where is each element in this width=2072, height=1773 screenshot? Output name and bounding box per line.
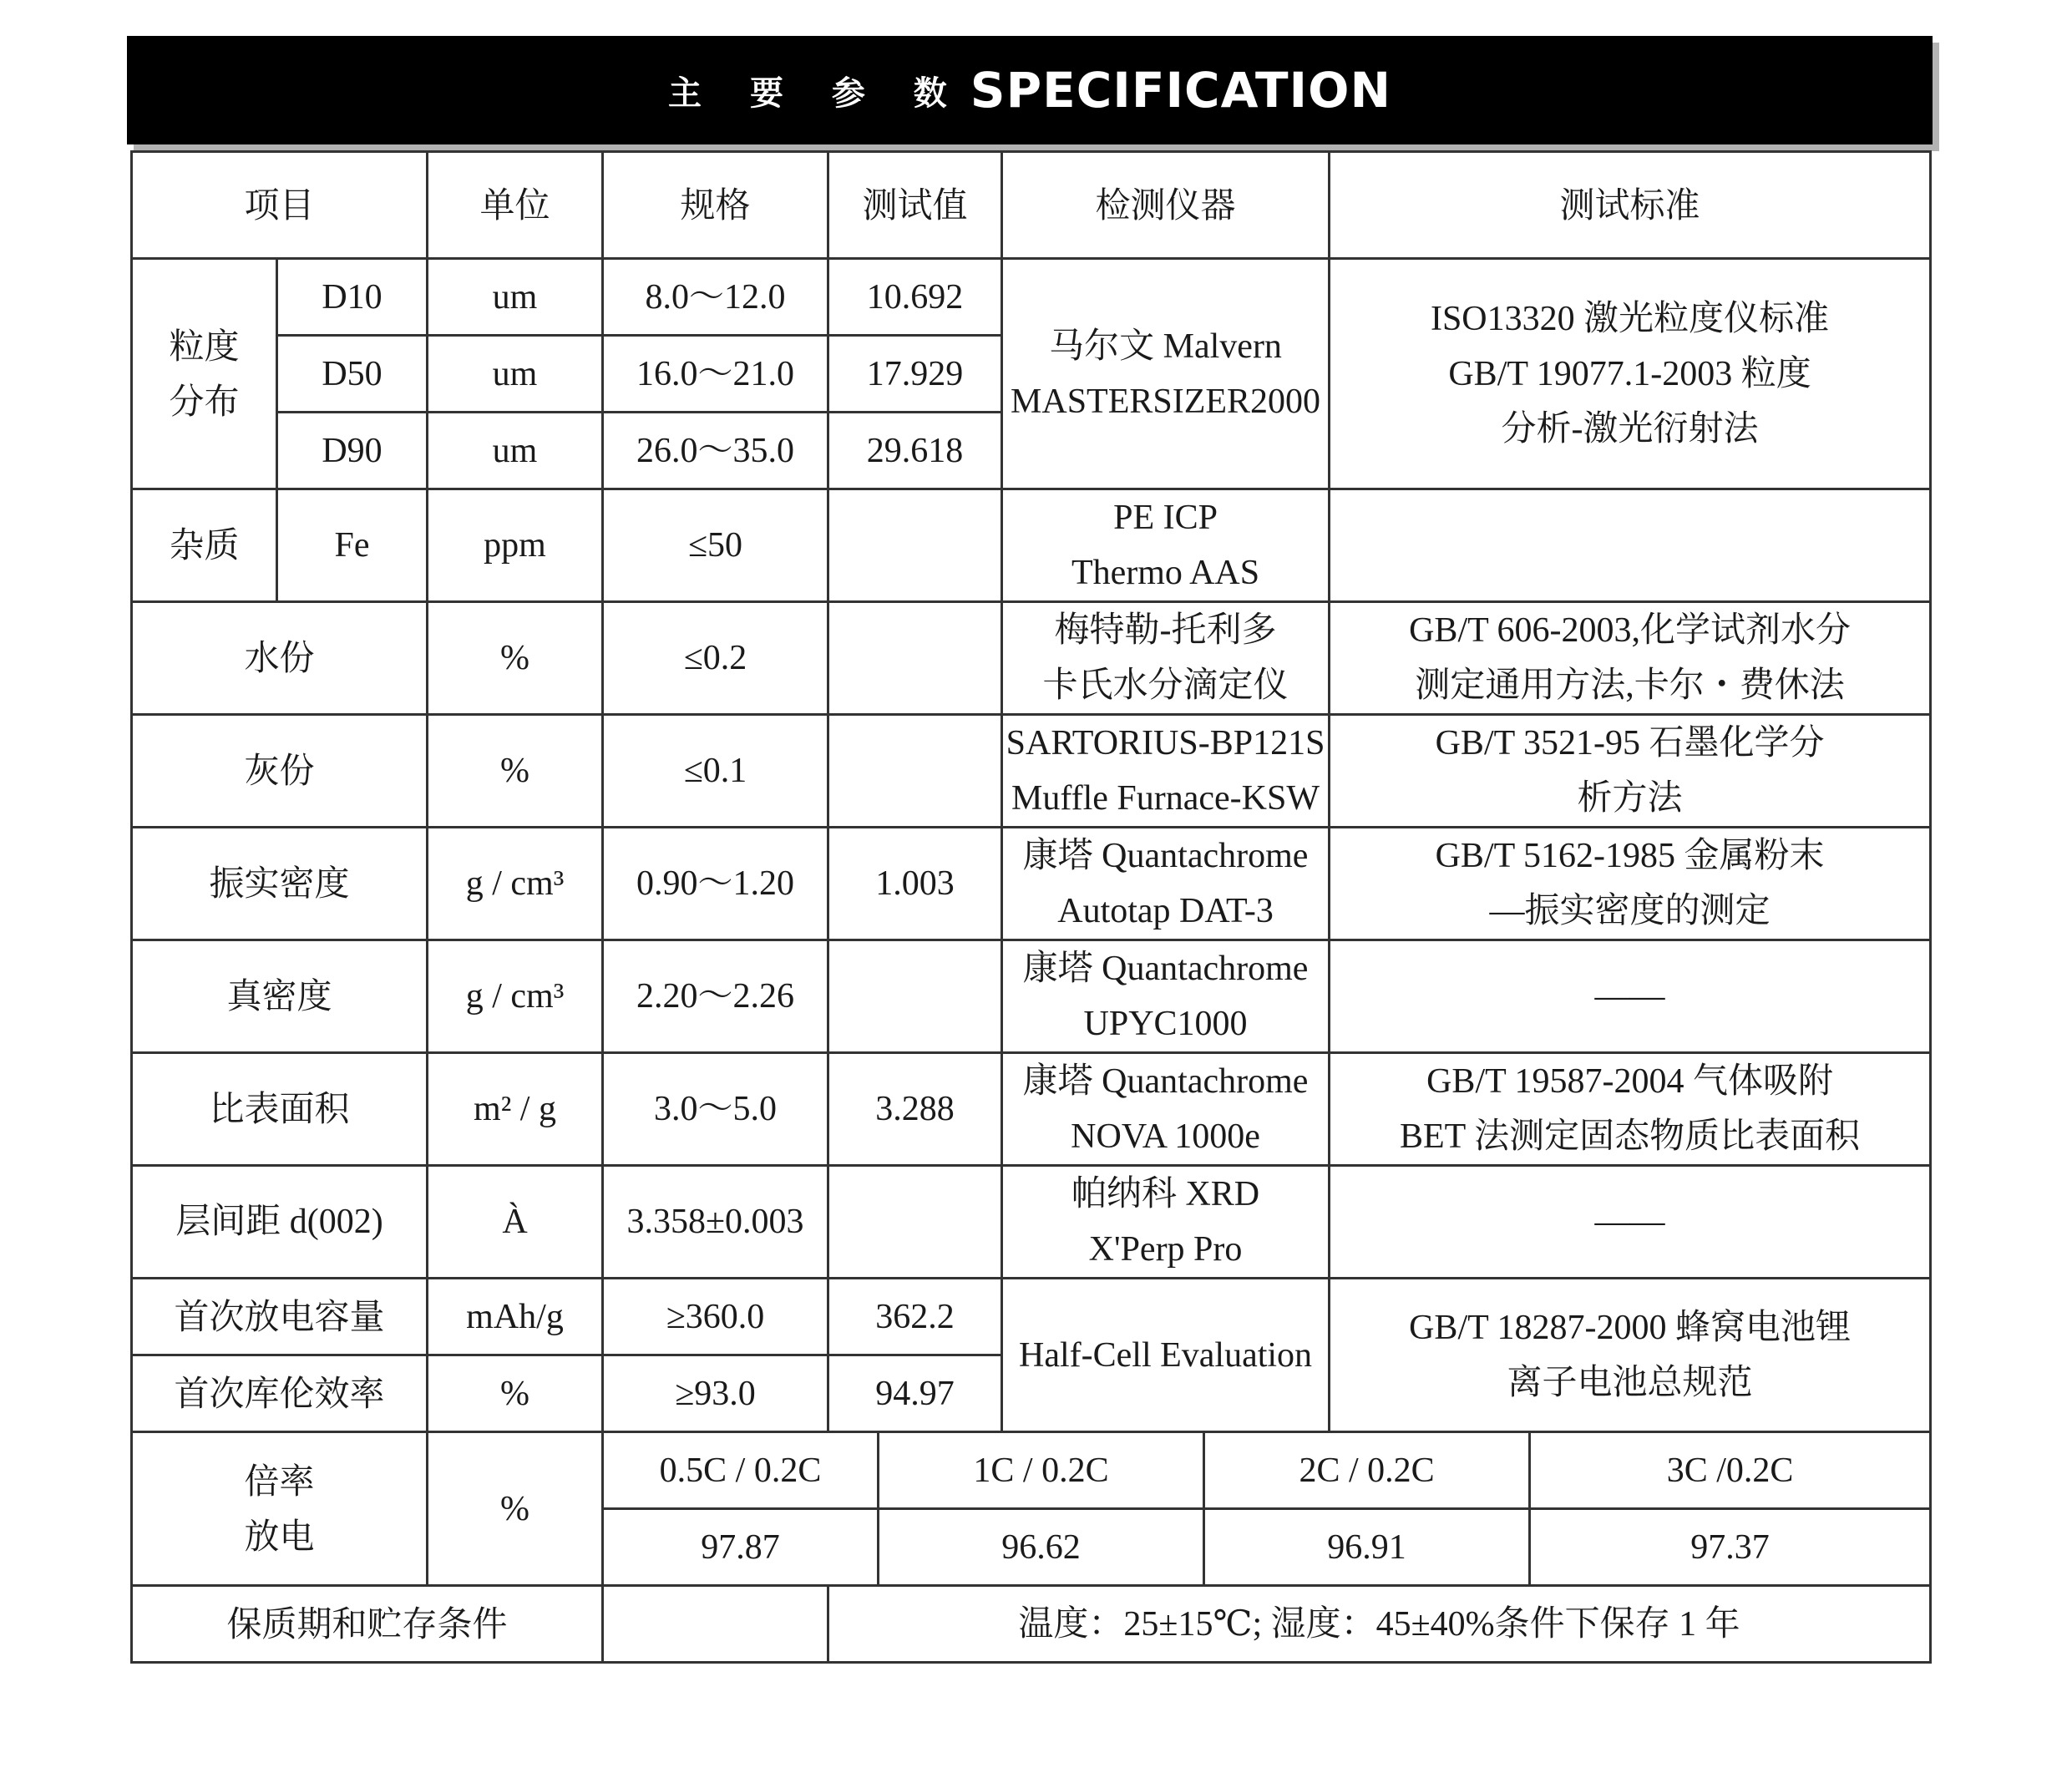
table-row [132,602,1931,715]
table-row [132,828,1931,940]
halfcell-standard [1330,1279,1931,1432]
rate-value: 97.37 [1530,1509,1931,1586]
rate-value: 96.91 [1204,1509,1530,1586]
rate-group [132,1432,428,1586]
rate-header: 3C /0.2C [1530,1432,1931,1509]
moisture-standard-line: 测定通用方法,卡尔・费休法 [1415,666,1845,705]
moisture-standard-line: GB/T 606-2003,化学试剂水分 [1409,611,1851,650]
psd-spec: 16.0～21.0 [603,336,828,413]
surface-area-instrument-line: 康塔 Quantachrome [1022,1062,1309,1101]
table-row [132,1166,1931,1279]
interlayer-value [828,1166,1002,1279]
psd-value: 10.692 [828,259,1002,336]
surface-area-value: 3.288 [828,1053,1002,1166]
rate-header: 0.5C / 0.2C [603,1432,879,1509]
halfcell-instrument: Half-Cell Evaluation [1002,1279,1330,1432]
psd-name: D10 [277,259,428,336]
capacity-spec: ≥360.0 [603,1279,828,1355]
header-standard: 测试标准 [1330,152,1931,259]
moisture-instrument-line: 卡氏水分滴定仪 [1042,666,1289,705]
ash-instrument [1002,715,1330,828]
true-density-spec: 2.20～2.26 [603,940,828,1053]
psd-unit: um [428,259,603,336]
surface-area-standard-line: BET 法测定固态物质比表面积 [1400,1117,1861,1156]
ash-spec: ≤0.1 [603,715,828,828]
interlayer-unit: À [428,1166,603,1279]
capacity-unit: mAh/g [428,1279,603,1355]
ash-value [828,715,1002,828]
moisture-value [828,602,1002,715]
storage-name: 保质期和贮存条件 [132,1586,603,1663]
table-row [132,1279,1931,1355]
interlayer-name: 层间距 d(002) [132,1166,428,1279]
psd-instrument-line: MASTERSIZER2000 [1011,382,1321,421]
impurity-instrument-line: Thermo AAS [1071,554,1260,592]
halfcell-standard-line: 离子电池总规范 [1507,1363,1753,1402]
moisture-instrument [1002,602,1330,715]
interlayer-instrument-line: 帕纳科 XRD [1071,1175,1260,1213]
moisture-spec: ≤0.2 [603,602,828,715]
rate-header: 2C / 0.2C [1204,1432,1530,1509]
impurity-unit: ppm [428,489,603,602]
tap-density-instrument-line: Autotap DAT-3 [1057,892,1274,930]
true-density-name: 真密度 [132,940,428,1053]
impurity-value [828,489,1002,602]
impurity-name: Fe [277,489,428,602]
surface-area-name: 比表面积 [132,1053,428,1166]
table-row [132,715,1931,828]
header-value: 测试值 [828,152,1002,259]
efficiency-spec: ≥93.0 [603,1355,828,1432]
ash-unit: % [428,715,603,828]
ash-standard [1330,715,1931,828]
surface-area-spec: 3.0～5.0 [603,1053,828,1166]
efficiency-value: 94.97 [828,1355,1002,1432]
ash-instrument-line: Muffle Furnace-KSW [1011,779,1320,818]
true-density-instrument-line: 康塔 Quantachrome [1022,950,1309,988]
header-item: 项目 [132,152,428,259]
psd-value: 29.618 [828,413,1002,489]
psd-spec: 8.0～12.0 [603,259,828,336]
interlayer-spec: 3.358±0.003 [603,1166,828,1279]
psd-standard-line: GB/T 19077.1-2003 粒度 [1448,354,1811,393]
psd-standard-line: 分析-激光衍射法 [1501,409,1759,448]
rate-group-line: 倍率 [244,1460,315,1502]
true-density-instrument [1002,940,1330,1053]
impurity-standard [1330,489,1931,602]
impurity-instrument [1002,489,1330,602]
true-density-unit: g / cm³ [428,940,603,1053]
tap-density-value: 1.003 [828,828,1002,940]
header-spec: 规格 [603,152,828,259]
efficiency-unit: % [428,1355,603,1432]
ash-standard-line: GB/T 3521-95 石墨化学分 [1435,724,1825,762]
tap-density-standard-line: GB/T 5162-1985 金属粉末 [1435,837,1825,875]
psd-instrument-line: 马尔文 Malvern [1049,327,1282,366]
rate-header: 1C / 0.2C [879,1432,1204,1509]
psd-name: D50 [277,336,428,413]
ash-standard-line: 析方法 [1577,779,1683,818]
moisture-unit: % [428,602,603,715]
efficiency-name: 首次库伦效率 [132,1355,428,1432]
moisture-instrument-line: 梅特勒-托利多 [1054,611,1277,650]
interlayer-standard: —— [1330,1166,1931,1279]
true-density-standard: —— [1330,940,1931,1053]
tap-density-standard [1330,828,1931,940]
storage-blank [603,1586,828,1663]
table-row [132,1432,1931,1509]
ash-instrument-line: SARTORIUS-BP121S [1006,724,1325,762]
tap-density-unit: g / cm³ [428,828,603,940]
rate-value: 97.87 [603,1509,879,1586]
header-row [132,152,1931,259]
impurity-spec: ≤50 [603,489,828,602]
tap-density-spec: 0.90～1.20 [603,828,828,940]
halfcell-standard-line: GB/T 18287-2000 蜂窝电池锂 [1409,1308,1851,1347]
interlayer-instrument-line: X'Perp Pro [1088,1230,1243,1269]
psd-name: D90 [277,413,428,489]
psd-standard-line: ISO13320 激光粒度仪标准 [1430,299,1830,338]
table-row [132,1053,1931,1166]
title-cn: 主 要 参 数 [668,73,965,113]
tap-density-name: 振实密度 [132,828,428,940]
ash-name: 灰份 [132,715,428,828]
tap-density-instrument-line: 康塔 Quantachrome [1022,837,1309,875]
psd-instrument [1002,259,1330,489]
table-row [132,1586,1931,1663]
surface-area-standard-line: GB/T 19587-2004 气体吸附 [1426,1062,1833,1101]
psd-group-line: 分布 [169,380,240,422]
table-row [132,940,1931,1053]
tap-density-standard-line: —振实密度的测定 [1489,892,1771,930]
table-row [132,259,1931,336]
header-instrument: 检测仪器 [1002,152,1330,259]
surface-area-standard [1330,1053,1931,1166]
spec-table [130,150,1932,1664]
psd-value: 17.929 [828,336,1002,413]
moisture-name: 水份 [132,602,428,715]
rate-value: 96.62 [879,1509,1204,1586]
capacity-name: 首次放电容量 [132,1279,428,1355]
psd-group-cell [132,259,277,489]
rate-unit: % [428,1432,603,1586]
tap-density-instrument [1002,828,1330,940]
capacity-value: 362.2 [828,1279,1002,1355]
table-row [132,489,1931,602]
psd-unit: um [428,413,603,489]
true-density-value [828,940,1002,1053]
interlayer-instrument [1002,1166,1330,1279]
impurity-group: 杂质 [132,489,277,602]
surface-area-unit: m² / g [428,1053,603,1166]
title-en: SPECIFICATION [970,62,1391,119]
impurity-instrument-line: PE ICP [1113,499,1218,537]
storage-text: 温度：25±15℃; 湿度：45±40%条件下保存 1 年 [828,1586,1931,1663]
psd-spec: 26.0～35.0 [603,413,828,489]
psd-unit: um [428,336,603,413]
true-density-instrument-line: UPYC1000 [1083,1005,1248,1043]
page-title [127,36,1933,144]
surface-area-instrument-line: NOVA 1000e [1071,1117,1260,1156]
psd-group-line: 粒度 [169,325,240,367]
header-unit: 单位 [428,152,603,259]
psd-standard [1330,259,1931,489]
rate-group-line: 放电 [244,1515,315,1557]
surface-area-instrument [1002,1053,1330,1166]
moisture-standard [1330,602,1931,715]
